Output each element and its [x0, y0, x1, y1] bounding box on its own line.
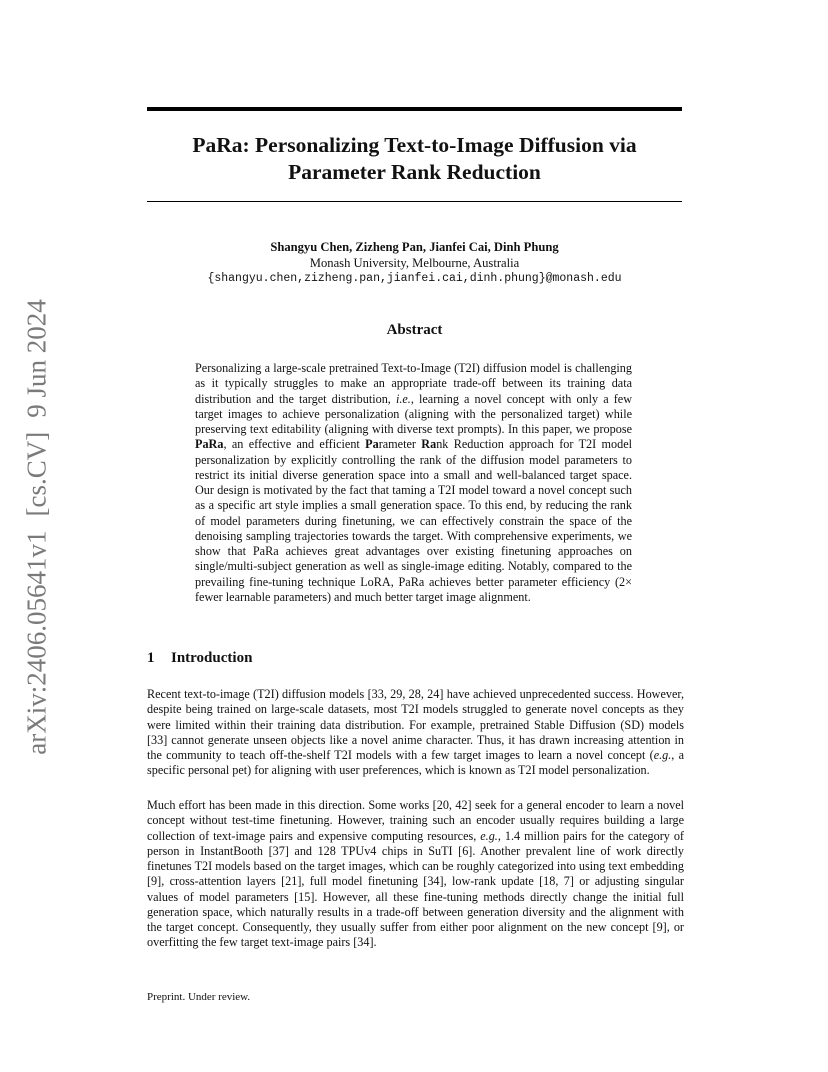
title-top-rule	[147, 107, 682, 111]
author-email: {shangyu.chen,zizheng.pan,jianfei.cai,dinh.phung}@monash.edu	[207, 272, 622, 285]
arxiv-date: 9 Jun 2024	[21, 299, 52, 418]
arxiv-category: [cs.CV]	[21, 431, 52, 517]
author-names: Shangyu Chen, Zizheng Pan, Jianfei Cai, Dinh Phung	[270, 240, 559, 254]
arxiv-id: arXiv:2406.05641v1	[21, 530, 52, 755]
author-block	[147, 239, 682, 287]
intro-paragraph-2: Much effort has been made in this direction. Some works [20, 42] seek for a general encoder to learn a novel concept without test-time finetuning. However, training such an encoder usually requires building a large collection of text-image pairs and expensive computing resources, e.g., 1.4 million pairs for the category of person in InstantBooth [37] and 128 TPUv4 chips in SuTI [6]. Another prevalent line of work directly finetunes T2I models based on the target images, which can be roughly categorized into using text embedding [9], cross-attention layers [21], full model finetuning [34], low-rank update [18, 7] or adjusting singular values of model parameters [15]. However, all these fine-tuning methods directly change the initial full generation space, which naturally results in a trade-off between generation diversity and the alignment with the target concept. Consequently, they usually suffer from either poor alignment on the new concept [9], or overfitting the few target text-image pairs [34].	[147, 798, 684, 950]
title-bottom-rule	[147, 201, 682, 202]
abstract-heading: Abstract	[386, 322, 443, 338]
intro-paragraph-1: Recent text-to-image (T2I) diffusion models [33, 29, 28, 24] have achieved unprecedented success. However, despite being trained on large-scale datasets, most T2I models struggled to generate novel concepts as they were limited within their training data distribution. For example, pretrained Stable Diffusion (SD) models [33] cannot generate unseen objects like a novel anime character. Thus, it has drawn increasing attention in the community to teach off-the-shelf T2I models with a few target images to learn a novel concept (e.g., a specific personal pet) for aligning with user preferences, which is known as T2I model personalization.	[147, 687, 684, 778]
section-title: Introduction	[171, 650, 253, 666]
author-affiliation: Monash University, Melbourne, Australia	[309, 256, 520, 270]
title-line-2: Parameter Rank Reduction	[288, 160, 541, 184]
abstract-text: Personalizing a large-scale pretrained Text-to-Image (T2I) diffusion model is challenging as it typically struggles to make an appropriate trade-off between its training data distribution and the target distribution, i.e., learning a novel concept with only a few target images to achieve personalization (aligning with the personalized target) while preserving text editability (aligning with diverse text prompts). In this paper, we propose PaRa, an effective and efficient Parameter Rank Reduction approach for T2I model personalization by explicitly controlling the rank of the diffusion model parameters to restrict its initial diverse generation space into a small and well-balanced target space. Our design is motivated by the fact that taming a T2I model toward a novel concept such as a specific art style implies a small generation space. To this end, by reducing the rank of model parameters during finetuning, we can effectively constrain the space of the denoising sampling trajectories towards the target. With comprehensive experiments, we show that PaRa achieves great advantages over existing finetuning approaches on single/multi-subject generation as well as single-image editing. Notably, compared to the prevailing fine-tuning technique LoRA, PaRa achieves better parameter efficiency (2× fewer learnable parameters) and much better target image alignment.	[195, 361, 632, 604]
section-heading	[147, 650, 252, 667]
paper-title	[147, 132, 682, 186]
title-line-1: PaRa: Personalizing Text-to-Image Diffusion via	[192, 133, 637, 157]
section-number: 1	[147, 650, 155, 666]
arxiv-stamp	[22, 285, 53, 754]
footer-note: Preprint. Under review.	[147, 991, 251, 1003]
